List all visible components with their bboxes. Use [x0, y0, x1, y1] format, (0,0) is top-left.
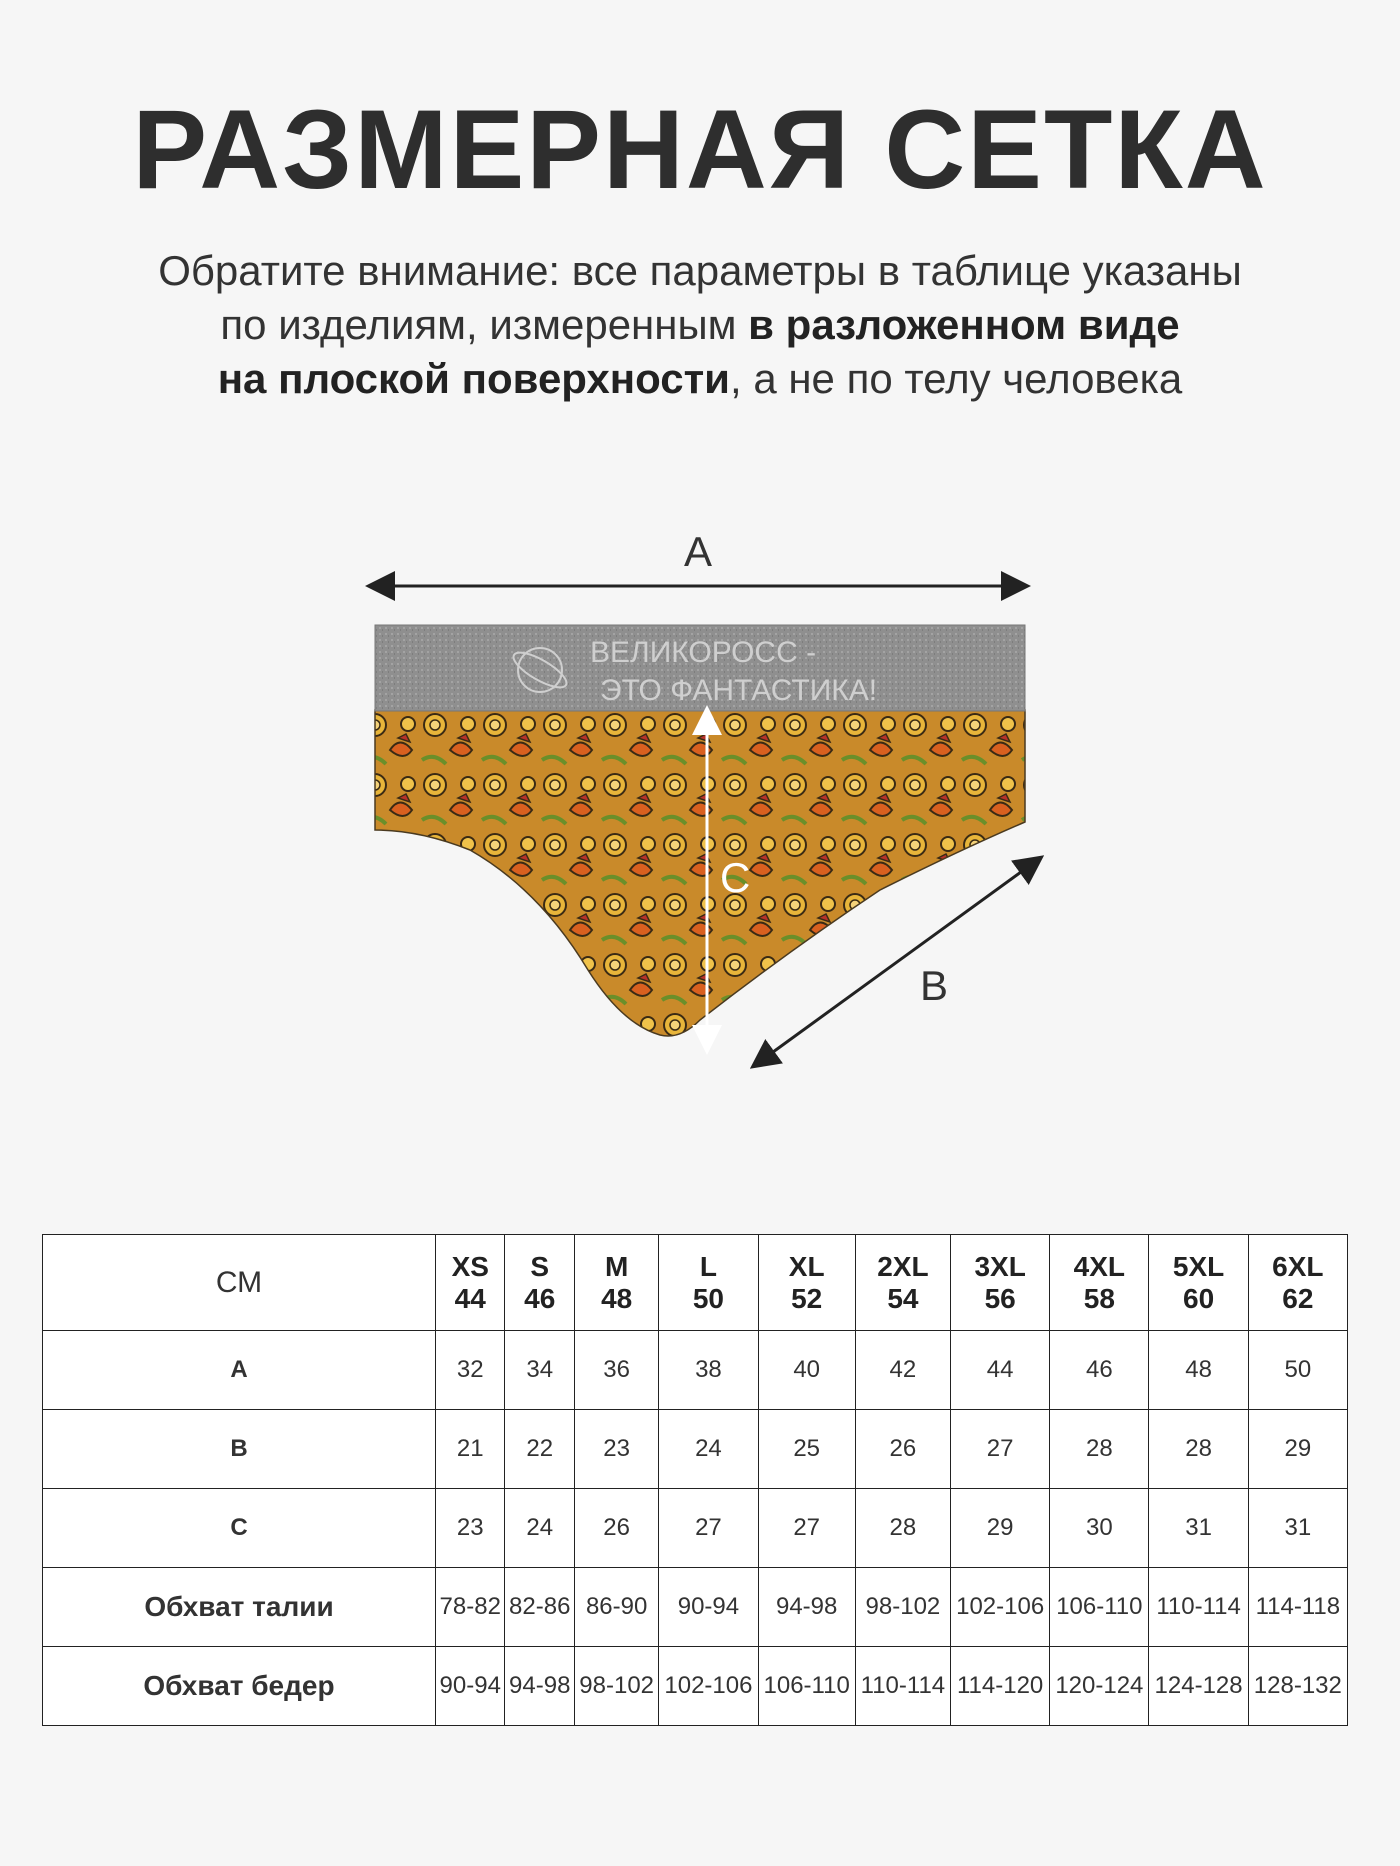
table-cell: 23	[436, 1489, 505, 1568]
table-cell: 23	[574, 1410, 658, 1489]
table-cell: 124-128	[1149, 1647, 1248, 1726]
table-cell: 90-94	[436, 1647, 505, 1726]
page-title: РАЗМЕРНАЯ СЕТКА	[132, 87, 1268, 212]
table-cell: 28	[855, 1489, 950, 1568]
note-line-3-plain: , а не по телу человека	[729, 355, 1183, 402]
table-row-a	[43, 1331, 1348, 1410]
unit-header: СМ	[43, 1235, 436, 1331]
note-line-1: Обратите внимание: все параметры в таблице указаны	[158, 247, 1242, 294]
table-cell: 98-102	[574, 1647, 658, 1726]
waistband-text-1: ВЕЛИКОРОСС -	[590, 636, 817, 669]
table-cell: 27	[659, 1489, 758, 1568]
table-cell: 30	[1050, 1489, 1149, 1568]
row-label: C	[43, 1489, 436, 1568]
note-line-2-bold: в разложенном виде	[748, 301, 1180, 348]
table-row-waist	[43, 1568, 1348, 1647]
size-header: 5XL 60	[1149, 1235, 1248, 1331]
size-header: 3XL 56	[951, 1235, 1050, 1331]
table-cell: 78-82	[436, 1568, 505, 1647]
table-cell: 48	[1149, 1331, 1248, 1410]
table-cell: 42	[855, 1331, 950, 1410]
table-cell: 50	[1248, 1331, 1347, 1410]
table-row-hips	[43, 1647, 1348, 1726]
table-cell: 32	[436, 1331, 505, 1410]
table-cell: 34	[505, 1331, 574, 1410]
table-cell: 26	[574, 1489, 658, 1568]
note-line-2-plain: по изделиям, измеренным	[220, 301, 749, 348]
table-cell: 120-124	[1050, 1647, 1149, 1726]
table-cell: 38	[659, 1331, 758, 1410]
row-label: B	[43, 1410, 436, 1489]
table-cell: 110-114	[1149, 1568, 1248, 1647]
table-cell: 31	[1248, 1489, 1347, 1568]
dimension-b-label: B	[920, 962, 949, 1009]
table-cell: 27	[758, 1489, 855, 1568]
table-row-b	[43, 1410, 1348, 1489]
size-chart-table	[42, 1234, 1348, 1726]
size-header: M 48	[574, 1235, 658, 1331]
table-header-row	[43, 1235, 1348, 1331]
table-row-c	[43, 1489, 1348, 1568]
table-cell: 29	[1248, 1410, 1347, 1489]
dimension-c-label: C	[720, 854, 751, 901]
waistband-text-2: ЭТО ФАНТАСТИКА!	[600, 674, 878, 707]
table-cell: 94-98	[505, 1647, 574, 1726]
table-cell: 29	[951, 1489, 1050, 1568]
note-line-3	[0, 352, 1400, 406]
measurement-note	[0, 244, 1400, 406]
table-cell: 106-110	[1050, 1568, 1149, 1647]
table-cell: 26	[855, 1410, 950, 1489]
dimension-a-label: A	[684, 528, 713, 575]
briefs-illustration	[360, 530, 1060, 1090]
table-cell: 94-98	[758, 1568, 855, 1647]
table-cell: 98-102	[855, 1568, 950, 1647]
table-cell: 40	[758, 1331, 855, 1410]
table-cell: 36	[574, 1331, 658, 1410]
table-cell: 114-118	[1248, 1568, 1347, 1647]
note-line-3-bold: на плоской поверхности	[217, 355, 730, 402]
table-cell: 28	[1149, 1410, 1248, 1489]
size-header: S 46	[505, 1235, 574, 1331]
size-header: XS 44	[436, 1235, 505, 1331]
table-cell: 27	[951, 1410, 1050, 1489]
size-header: 2XL 54	[855, 1235, 950, 1331]
table-cell: 86-90	[574, 1568, 658, 1647]
size-header: 4XL 58	[1050, 1235, 1149, 1331]
table-cell: 24	[505, 1489, 574, 1568]
row-label: Обхват бедер	[43, 1647, 436, 1726]
size-header: L 50	[659, 1235, 758, 1331]
size-header: 6XL 62	[1248, 1235, 1347, 1331]
table-cell: 82-86	[505, 1568, 574, 1647]
table-cell: 21	[436, 1410, 505, 1489]
table-cell: 90-94	[659, 1568, 758, 1647]
table-cell: 110-114	[855, 1647, 950, 1726]
table-cell: 25	[758, 1410, 855, 1489]
row-label: A	[43, 1331, 436, 1410]
briefs-measurement-figure	[360, 530, 1060, 1090]
size-header: XL 52	[758, 1235, 855, 1331]
table-cell: 31	[1149, 1489, 1248, 1568]
table-cell: 28	[1050, 1410, 1149, 1489]
table-cell: 22	[505, 1410, 574, 1489]
table-cell: 102-106	[659, 1647, 758, 1726]
table-cell: 102-106	[951, 1568, 1050, 1647]
table-cell: 106-110	[758, 1647, 855, 1726]
row-label: Обхват талии	[43, 1568, 436, 1647]
table-cell: 128-132	[1248, 1647, 1347, 1726]
table-cell: 44	[951, 1331, 1050, 1410]
table-cell: 114-120	[951, 1647, 1050, 1726]
table-cell: 24	[659, 1410, 758, 1489]
note-line-2	[0, 298, 1400, 352]
table-cell: 46	[1050, 1331, 1149, 1410]
